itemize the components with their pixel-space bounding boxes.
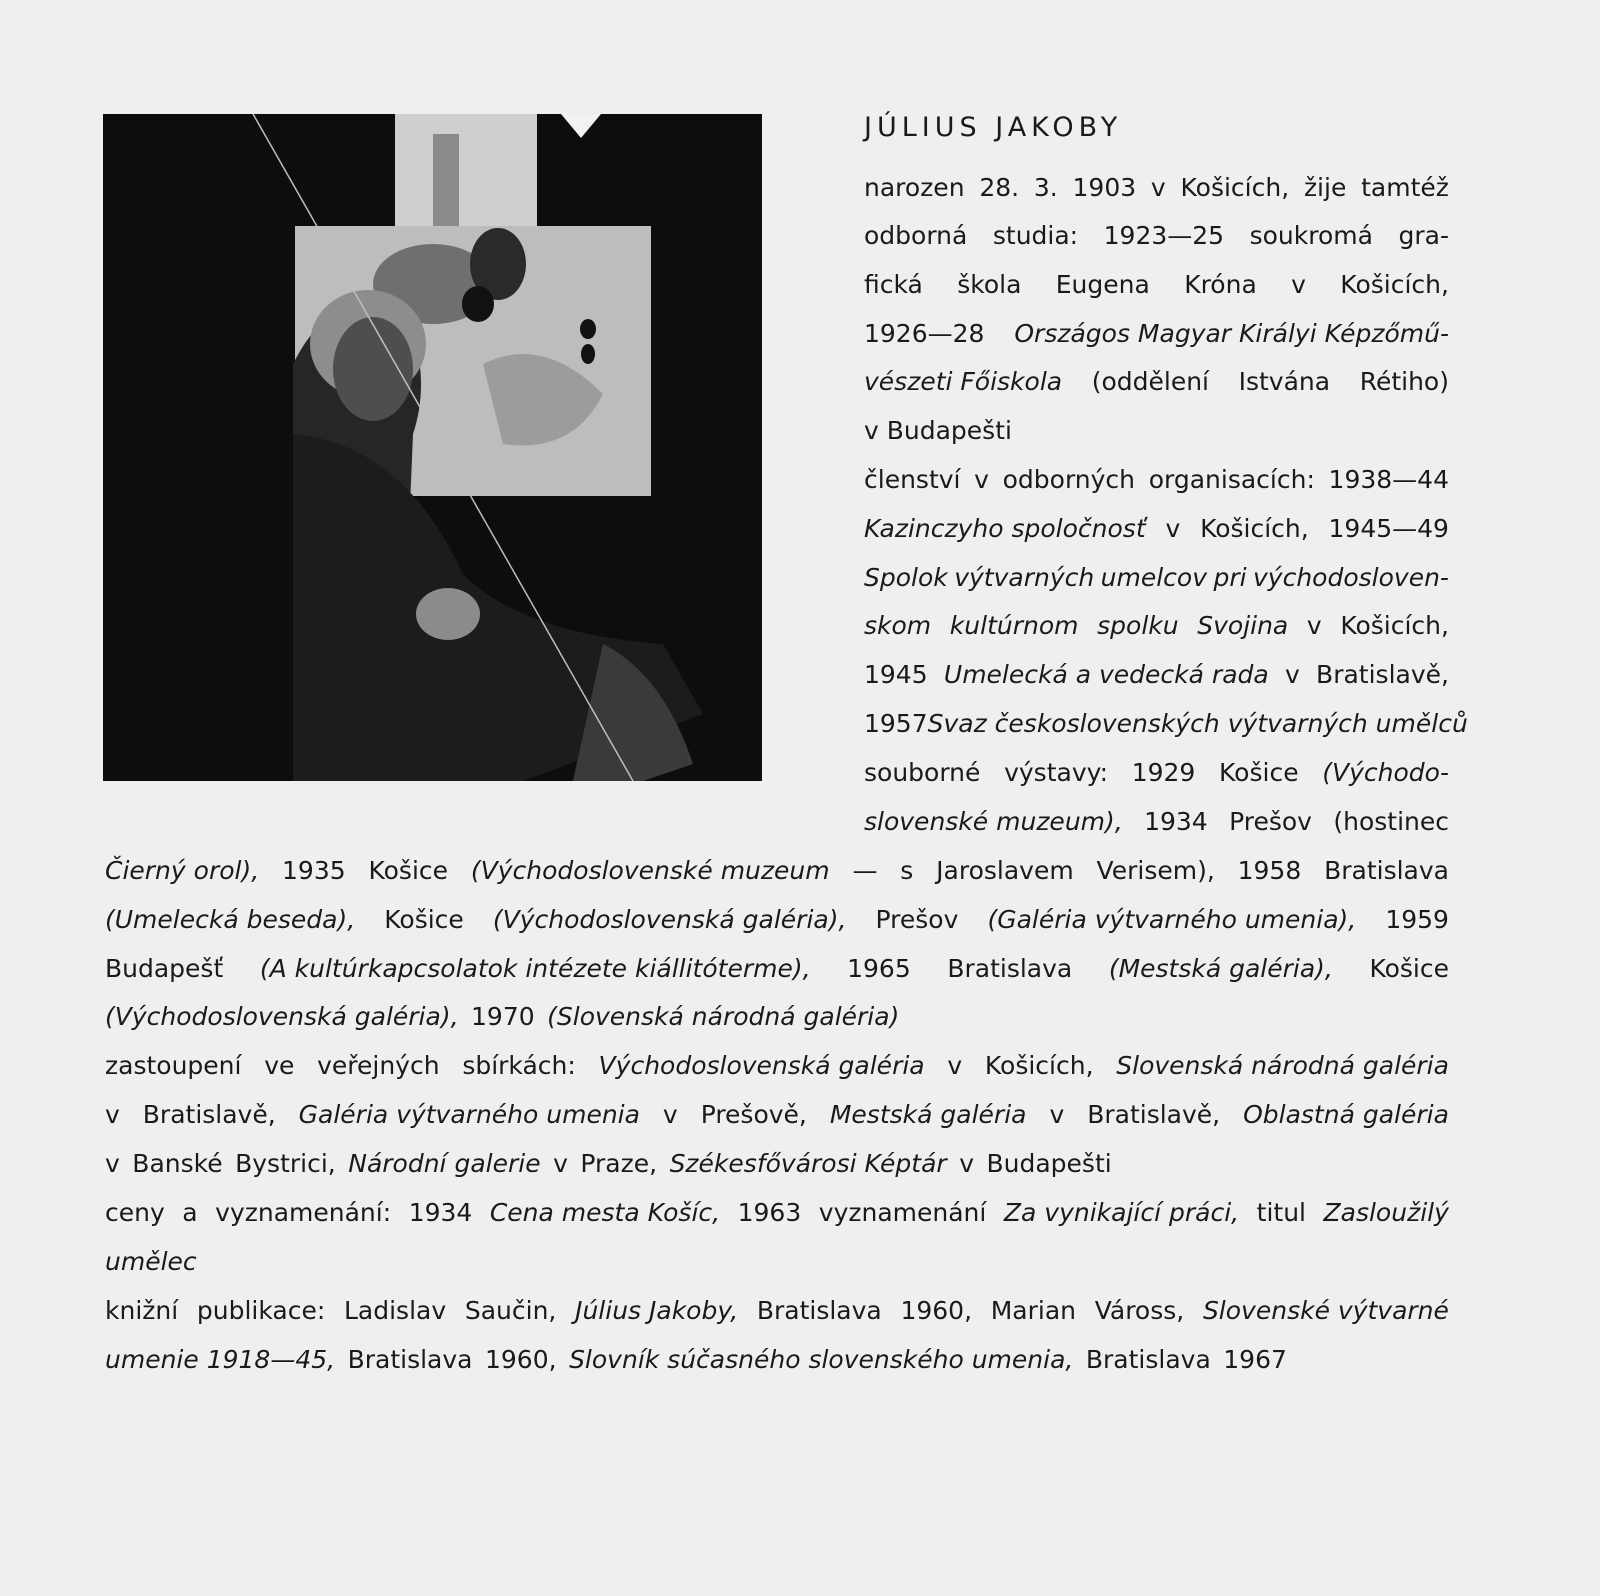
- bio-line: odborná studia: 1923—25 soukromá gra-: [864, 221, 1449, 250]
- bio-line: 1957 Svaz československých výtvarných umělců: [864, 709, 1468, 738]
- bio-line: knižní publikace: Ladislav Saučin, Július Jakoby, Bratislava 1960, Marian Váross, Slovenské výtvarné: [105, 1296, 1449, 1325]
- bio-line: umenie 1918—45, Bratislava 1960, Slovník súčasného slovenského umenia, Bratislava 1967: [105, 1345, 1287, 1374]
- bio-line: ceny a vyznamenání: 1934 Cena mesta Košíc, 1963 vyznamenání Za vynikající práci, titul Zasloužilý: [105, 1198, 1449, 1227]
- bio-line: 1926—28 Országos Magyar Királyi Képzőmű-: [864, 319, 1449, 348]
- bio-line: Budapešť (A kultúrkapcsolatok intézete kiállitóterme), 1965 Bratislava (Mestská galéria), Košice: [105, 954, 1449, 983]
- bio-line: vészeti Főiskola (oddělení Istvána Rétiho): [864, 367, 1449, 396]
- bio-line: (Umelecká beseda), Košice (Východoslovenská galéria), Prešov (Galéria výtvarného umenia), 1959: [105, 905, 1449, 934]
- bio-line: v Banské Bystrici, Národní galerie v Praze, Székesfővárosi Képtár v Budapešti: [105, 1149, 1112, 1178]
- bio-line: zastoupení ve veřejných sbírkách: Východoslovenská galéria v Košicích, Slovenská národná galéria: [105, 1051, 1449, 1080]
- bio-line: členství v odborných organisacích: 1938—44: [864, 465, 1449, 494]
- artist-photograph: [103, 114, 762, 781]
- bio-line: Spolok výtvarných umelcov pri východosloven-: [864, 563, 1449, 592]
- artist-name-heading: JÚLIUS JAKOBY: [864, 112, 1123, 143]
- bio-line: (Východoslovenská galéria), 1970 (Slovenská národná galéria): [105, 1002, 900, 1031]
- bio-line: narozen 28. 3. 1903 v Košicích, žije tamtéž: [864, 173, 1449, 202]
- bio-line: fická škola Eugena Króna v Košicích,: [864, 270, 1449, 299]
- bio-line: slovenské muzeum), 1934 Prešov (hostinec: [864, 807, 1449, 836]
- bio-line: v Bratislavě, Galéria výtvarného umenia v Prešově, Mestská galéria v Bratislavě, Oblastná galéria: [105, 1100, 1449, 1129]
- bio-line: umělec: [105, 1247, 197, 1276]
- bio-line: v Budapešti: [864, 416, 1012, 445]
- bio-line: skom kultúrnom spolku Svojina v Košicích,: [864, 611, 1449, 640]
- bio-line: Kazinczyho spoločnosť v Košicích, 1945—49: [864, 514, 1449, 543]
- bio-line: Čierný orol), 1935 Košice (Východoslovenské muzeum — s Jaroslavem Verisem), 1958 Bratislava: [105, 856, 1449, 885]
- bio-line: 1945 Umelecká a vedecká rada v Bratislavě,: [864, 660, 1449, 689]
- bio-line: souborné výstavy: 1929 Košice (Východo-: [864, 758, 1449, 787]
